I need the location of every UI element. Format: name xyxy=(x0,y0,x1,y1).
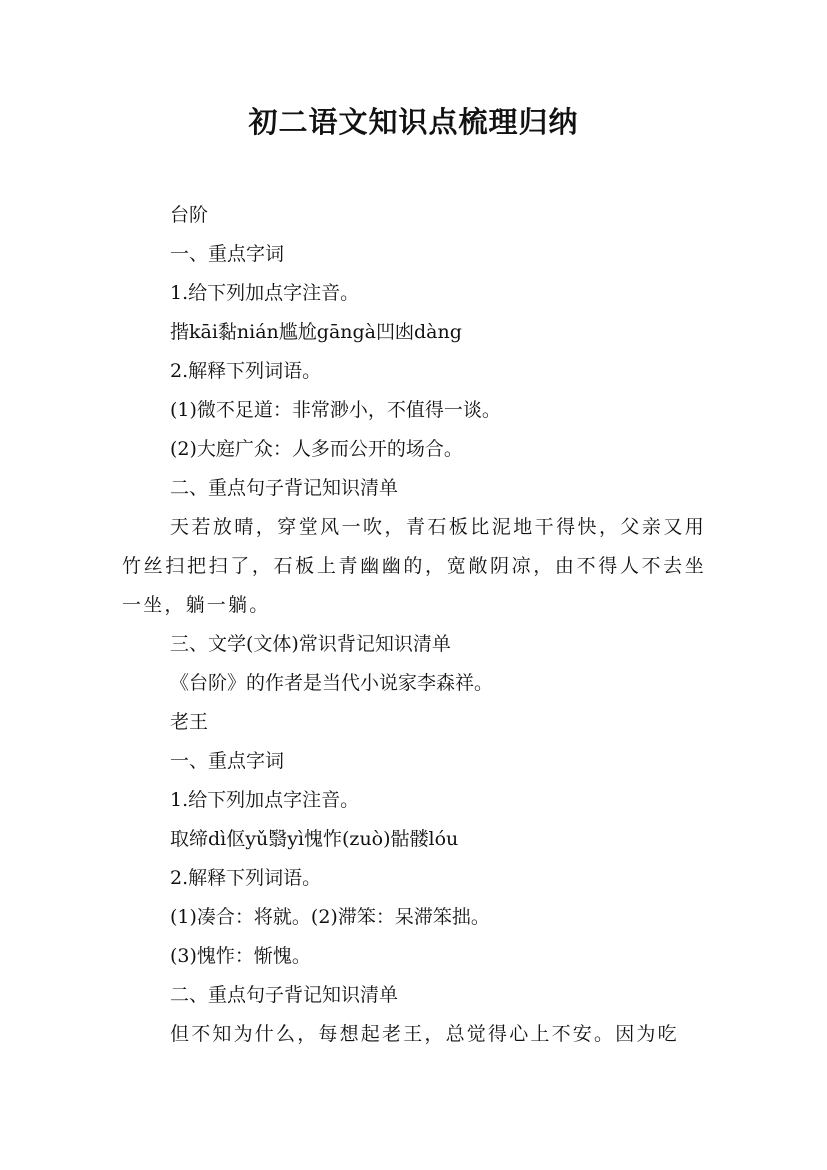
body-paragraph: 天若放晴，穿堂风一吹，青石板比泥地干得快，父亲又用竹丝扫把扫了，石板上青幽幽的，宽敞阴凉，由不得人不去坐一坐，躺一躺。 xyxy=(122,516,706,616)
question-line: 1.给下列加点字注音。 xyxy=(170,789,360,811)
section-heading: 二、重点句子背记知识清单 xyxy=(170,477,399,499)
definition-line: (1)凑合：将就。(2)滞笨：呆滞笨拙。 xyxy=(170,906,490,928)
pinyin-line: 取缔dì伛yǔ翳yì愧怍(zuò)骷髅lóu xyxy=(170,828,459,850)
section-title-laowang: 老王 xyxy=(170,711,209,733)
definition-line: (1)微不足道：非常渺小，不值得一谈。 xyxy=(170,399,501,421)
section-heading: 一、重点字词 xyxy=(170,243,285,265)
body-paragraph: 但不知为什么，每想起老王，总觉得心上不安。因为吃 xyxy=(170,1023,679,1045)
document-body xyxy=(122,196,706,1054)
section-title-taijie: 台阶 xyxy=(170,204,209,226)
question-line: 2.解释下列词语。 xyxy=(170,867,322,889)
definition-line: (2)大庭广众：人多而公开的场合。 xyxy=(170,438,463,460)
body-line: 《台阶》的作者是当代小说家李森祥。 xyxy=(170,672,494,694)
section-heading: 三、文学(文体)常识背记知识清单 xyxy=(170,633,451,655)
question-line: 2.解释下列词语。 xyxy=(170,360,322,382)
document-title: 初二语文知识点梳理归纳 xyxy=(248,105,579,139)
section-heading: 二、重点句子背记知识清单 xyxy=(170,984,399,1006)
question-line: 1.给下列加点字注音。 xyxy=(170,282,360,304)
pinyin-line: 揩kāi黏nián尴尬gāngà凹凼dàng xyxy=(170,321,462,343)
section-heading: 一、重点字词 xyxy=(170,750,285,772)
definition-line: (3)愧怍：惭愧。 xyxy=(170,945,311,967)
